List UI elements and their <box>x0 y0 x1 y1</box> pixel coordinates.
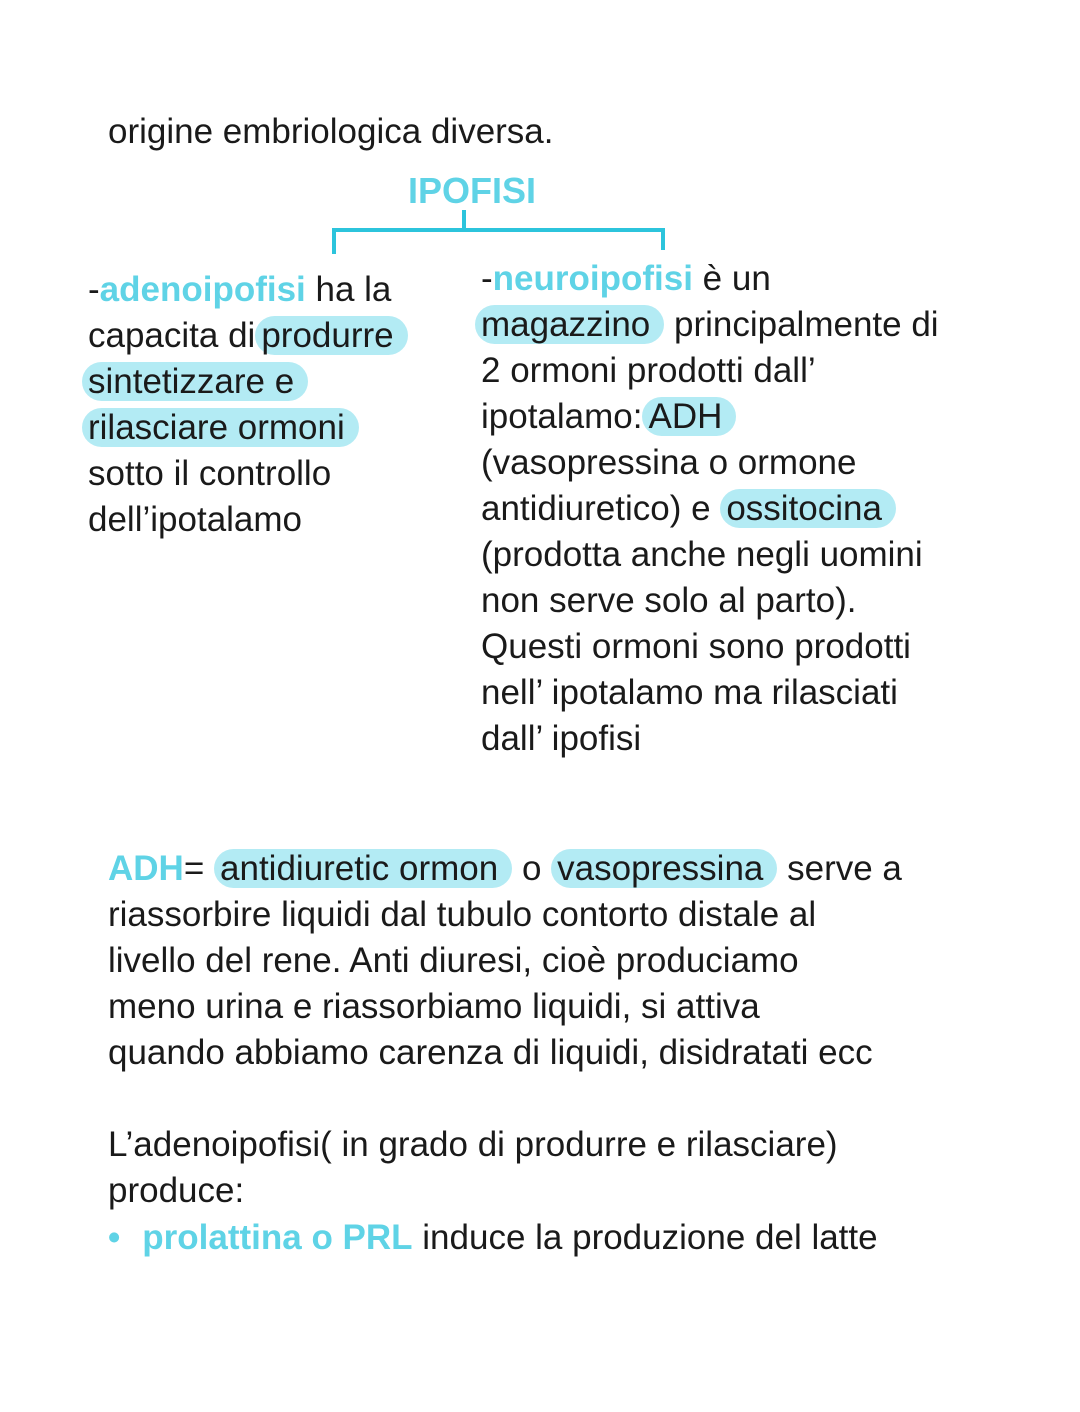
highlight-vasopressina: vasopressina <box>551 849 777 888</box>
right-line-2 <box>475 302 939 348</box>
highlight-produrre: produrre <box>255 316 407 355</box>
diagram-title: IPOFISI <box>408 170 537 211</box>
adh-line-1 <box>108 846 902 892</box>
adeno-item-rest: induce la produzione del latte <box>412 1218 878 1257</box>
right-line-10: nell’ ipotalamo ma rilasciati <box>481 673 898 712</box>
right-line-1-rest: è un <box>692 259 771 298</box>
left-line-2 <box>88 313 408 359</box>
intro-line: origine embriologica diversa. <box>108 112 554 151</box>
left-line-4 <box>82 405 359 451</box>
adenoipofisi-term: adenoipofisi <box>99 270 306 309</box>
left-line-3 <box>82 359 308 405</box>
adh-line-3: livello del rene. Anti diuresi, cioè produciamo <box>108 941 799 980</box>
left-line-1-rest: ha la <box>305 270 392 309</box>
adeno-line-1: L’adenoipofisi( in grado di produrre e rilasciare) <box>108 1125 838 1164</box>
adh-o: o <box>521 849 542 888</box>
adh-line-2: riassorbire liquidi dal tubulo contorto distale al <box>108 895 817 934</box>
highlight-ossitocina: ossitocina <box>720 489 896 528</box>
highlight-adh: ADH <box>642 397 736 436</box>
highlight-rilasciare: rilasciare ormoni <box>82 408 359 447</box>
right-line-6 <box>481 486 896 532</box>
adh-eq: = <box>183 849 205 888</box>
right-line-4-a: ipotalamo: <box>481 397 643 436</box>
highlight-magazzino: magazzino <box>475 305 664 344</box>
right-line-6-a: antidiuretico) e <box>481 489 711 528</box>
adh-line-1-rest: serve a <box>787 849 902 888</box>
neuroipofisi-term: neuroipofisi <box>492 259 693 298</box>
left-line-1 <box>88 267 391 313</box>
left-dash: - <box>88 270 100 309</box>
adeno-line-2: produce: <box>108 1171 245 1210</box>
right-line-11: dall’ ipofisi <box>481 719 642 758</box>
prolattina-term: prolattina o PRL <box>142 1218 413 1257</box>
highlight-sintetizzare: sintetizzare e <box>82 362 308 401</box>
highlight-antidiuretic: antidiuretic ormon <box>214 849 512 888</box>
right-line-7: (prodotta anche negli uomini <box>481 535 923 574</box>
adh-line-5: quando abbiamo carenza di liquidi, disidratati ecc <box>108 1033 873 1072</box>
right-line-2-rest: principalmente di <box>664 305 939 344</box>
right-line-9: Questi ormoni sono prodotti <box>481 627 911 666</box>
adeno-list-item <box>108 1215 878 1261</box>
right-line-3: 2 ormoni prodotti dall’ <box>481 351 816 390</box>
right-line-8: non serve solo al parto). <box>481 581 857 620</box>
left-line-6: dell’ipotalamo <box>88 500 303 539</box>
right-line-5: (vasopressina o ormone <box>481 443 857 482</box>
right-dash: - <box>481 259 493 298</box>
adh-term: ADH <box>108 849 184 888</box>
right-line-4 <box>481 394 736 440</box>
adh-line-4: meno urina e riassorbiamo liquidi, si attiva <box>108 987 760 1026</box>
left-line-2-a: capacita di <box>88 316 256 355</box>
left-line-5: sotto il controllo <box>88 454 332 493</box>
right-line-1 <box>481 256 771 302</box>
bullet-icon: • <box>108 1218 121 1257</box>
